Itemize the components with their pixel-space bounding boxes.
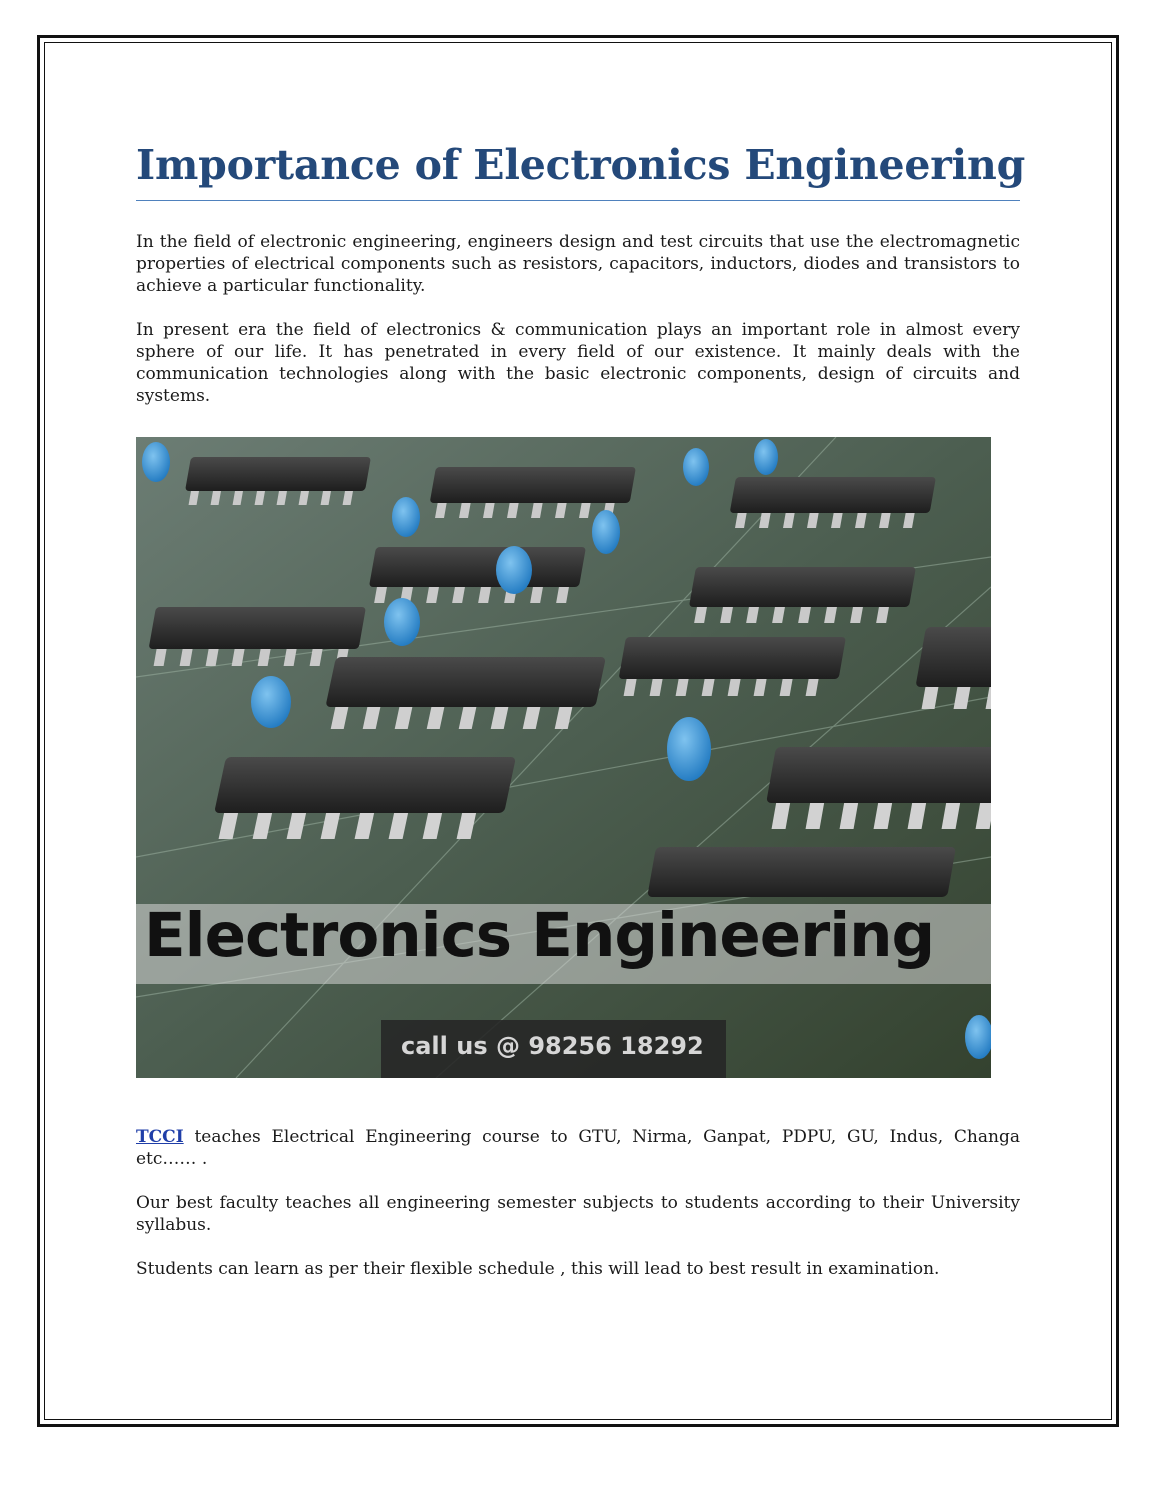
paragraph-intro: In the field of electronic engineering, engineers design and test circuits that use the electromagnetic properties of electrical components such as resistors, capacitors, inductors, diodes and transistors to achieve a particular functionality.: [136, 232, 1020, 296]
paragraph-tcci-text: teaches Electrical Engineering course to GTU, Nirma, Ganpat, PDPU, GU, Indus, Changa etc…… .: [136, 1127, 1020, 1169]
circuit-board-image: [136, 437, 991, 1078]
paragraph-tcci: [136, 1126, 1020, 1170]
image-overlay-title: [136, 900, 991, 984]
paragraph-schedule: Students can learn as per their flexible schedule , this will lead to best result in examination.: [136, 1259, 940, 1279]
image-overlay-call: [381, 1020, 726, 1078]
document-title: Importance of Electronics Engineering: [136, 134, 1020, 201]
tcci-link[interactable]: TCCI: [136, 1127, 184, 1147]
paragraph-present-era: In present era the field of electronics & communication plays an important role in almost every sphere of our life. It has penetrated in every field of our existence. It mainly deals with the communication technologies along with the basic electronic components, design of circuits and systems.: [136, 320, 1020, 406]
image-overlay-call-text: call us @ 98256 18292: [401, 1032, 704, 1060]
document-body: [136, 134, 1026, 1280]
image-overlay-title-text: Electronics Engineering: [144, 900, 935, 971]
paragraph-faculty: Our best faculty teaches all engineering semester subjects to students according to their University syllabus.: [136, 1193, 1020, 1235]
